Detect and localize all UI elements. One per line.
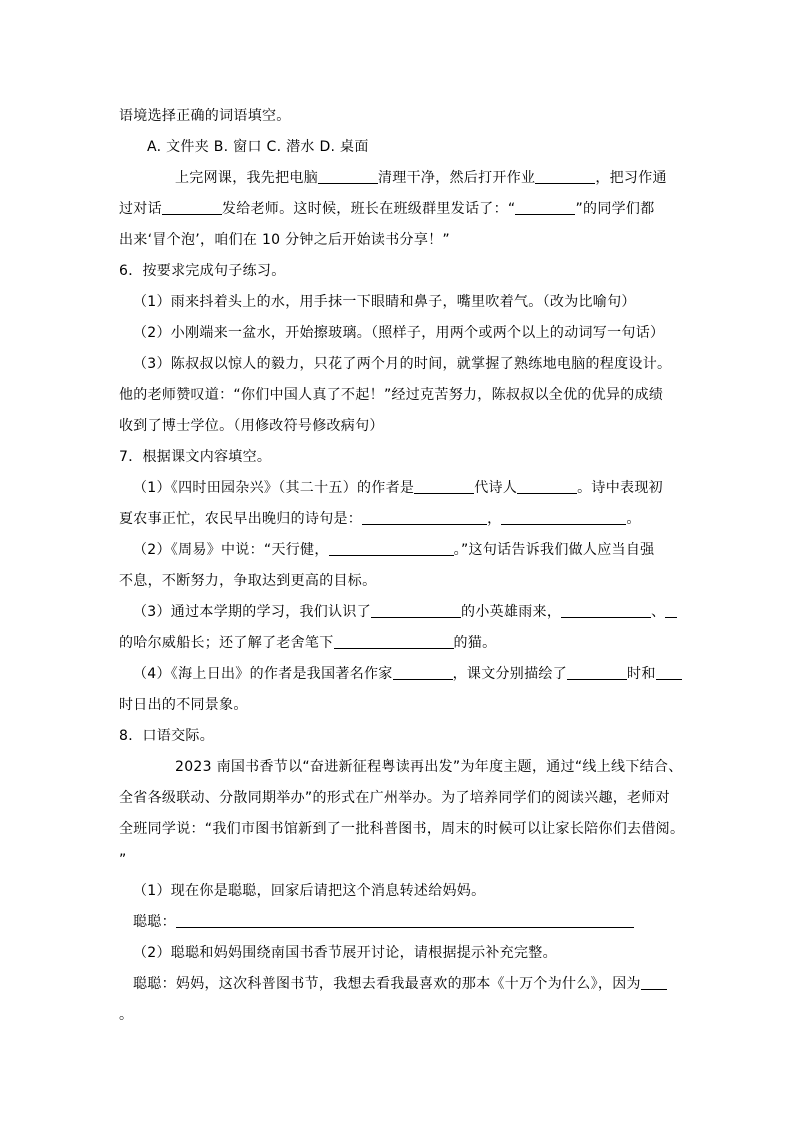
q6-title: 6．按要求完成句子练习。 <box>119 263 286 279</box>
blank[interactable] <box>414 479 474 494</box>
q7-s2-line1: （2）《周易》中说：“天行健， 。”这句话告诉我们做人应当自强 <box>133 542 655 558</box>
blank[interactable] <box>665 603 677 618</box>
q5-passage-line1: 上完网课，我先把电脑 清理干净，然后打开作业 ，把习作通 <box>175 170 667 186</box>
q7-s2-line2: 不息，不断努力，争取达到更高的目标。 <box>119 573 377 589</box>
q8-s2: （2）聪聪和妈妈围绕南国书香节展开讨论，请根据提示补充完整。 <box>133 945 557 961</box>
q6-s3c: 收到了博士学位。（用修改符号修改病句） <box>119 418 384 434</box>
blank[interactable] <box>334 634 454 649</box>
blank[interactable] <box>561 603 651 618</box>
document-page <box>119 101 685 1031</box>
q8-s2-end: 。 <box>119 1007 134 1023</box>
q7-s4-line1: （4）《海上日出》的作者是我国著名作家 ，课文分别描绘了 时和 <box>119 659 675 690</box>
q8-title: 8．口语交际。 <box>119 728 215 744</box>
q7-s1-line1: （1）《四时田园杂兴》（其二十五）的作者是 代诗人 。诗中表现初 <box>133 480 663 496</box>
q7-s3-line1: （3）通过本学期的学习，我们认识了 的小英雄雨来， 、 <box>119 597 675 628</box>
q5-intro: 语境选择正确的词语填空。 <box>119 108 291 124</box>
q5-passage-line2: 过对话 发给老师。这时候，班长在班级群里发话了：“ ”的同学们都 <box>119 201 655 217</box>
answer-line[interactable] <box>176 913 634 928</box>
blank[interactable] <box>501 510 626 525</box>
blank[interactable] <box>535 169 595 184</box>
blank[interactable] <box>567 665 627 680</box>
q8-passage-line3: 全班同学说：“我们市图书馆新到了一批科普图书，周末的时候可以让家长陪你们去借阅。 <box>119 821 685 837</box>
blank[interactable] <box>162 200 222 215</box>
blank[interactable] <box>329 541 454 556</box>
q6-s3a: （3）陈叔叔以惊人的毅力，只花了两个月的时间，就掌握了熟练地电脑的程度设计。 <box>133 356 672 372</box>
q8-s2-answer: 聪聪：妈妈，这次科普图书节，我想去看我最喜欢的那本《十万个为什么》，因为 <box>119 969 675 1000</box>
q8-s1: （1）现在你是聪聪，回家后请把这个消息转述给妈妈。 <box>133 883 486 899</box>
blank[interactable] <box>517 479 577 494</box>
q6-s1: （1）雨来抖着头上的水，用手抹一下眼睛和鼻子，嘴里吹着气。（改为比喻句） <box>133 294 636 310</box>
q6-s2: （2）小刚端来一盆水，开始擦玻璃。（照样子，用两个或两个以上的动词写一句话） <box>133 325 665 341</box>
blank[interactable] <box>318 169 378 184</box>
blank[interactable] <box>515 200 575 215</box>
q6-s3b: 他的老师赞叹道：“你们中国人真了不起！”经过克苦努力，陈叔叔以全优的优异的成绩 <box>119 387 664 403</box>
blank[interactable] <box>656 665 682 680</box>
q7-s3-line2: 的哈尔威船长；还了解了老舍笔下 的猫。 <box>119 635 497 651</box>
q8-passage-line4: ” <box>119 852 127 868</box>
q7-s4-line2: 时日出的不同景象。 <box>119 697 248 713</box>
q7-title: 7．根据课文内容填空。 <box>119 449 272 465</box>
blank[interactable] <box>371 603 461 618</box>
q7-s1-line2: 夏农事正忙，农民早出晚归的诗句是： ， 。 <box>119 511 641 527</box>
blank[interactable] <box>362 510 487 525</box>
q8-passage-line2: 全省各级联动、分散同期举办”的形式在广州举办。为了培养同学们的阅读兴趣，老师对 <box>119 790 670 806</box>
q5-passage-line3: 出来‘冒个泡’，咱们在 10 分钟之后开始读书分享！” <box>119 232 450 248</box>
q8-passage-line1: 2023 南国书香节以“奋进新征程粤读再出发”为年度主题，通过“线上线下结合、 <box>175 759 683 775</box>
q5-options: A. 文件夹 B. 窗口 C. 潜水 D. 桌面 <box>147 139 369 155</box>
q8-s1-answer: 聪聪： <box>119 907 675 938</box>
blank[interactable] <box>393 665 453 680</box>
blank[interactable] <box>641 975 667 990</box>
